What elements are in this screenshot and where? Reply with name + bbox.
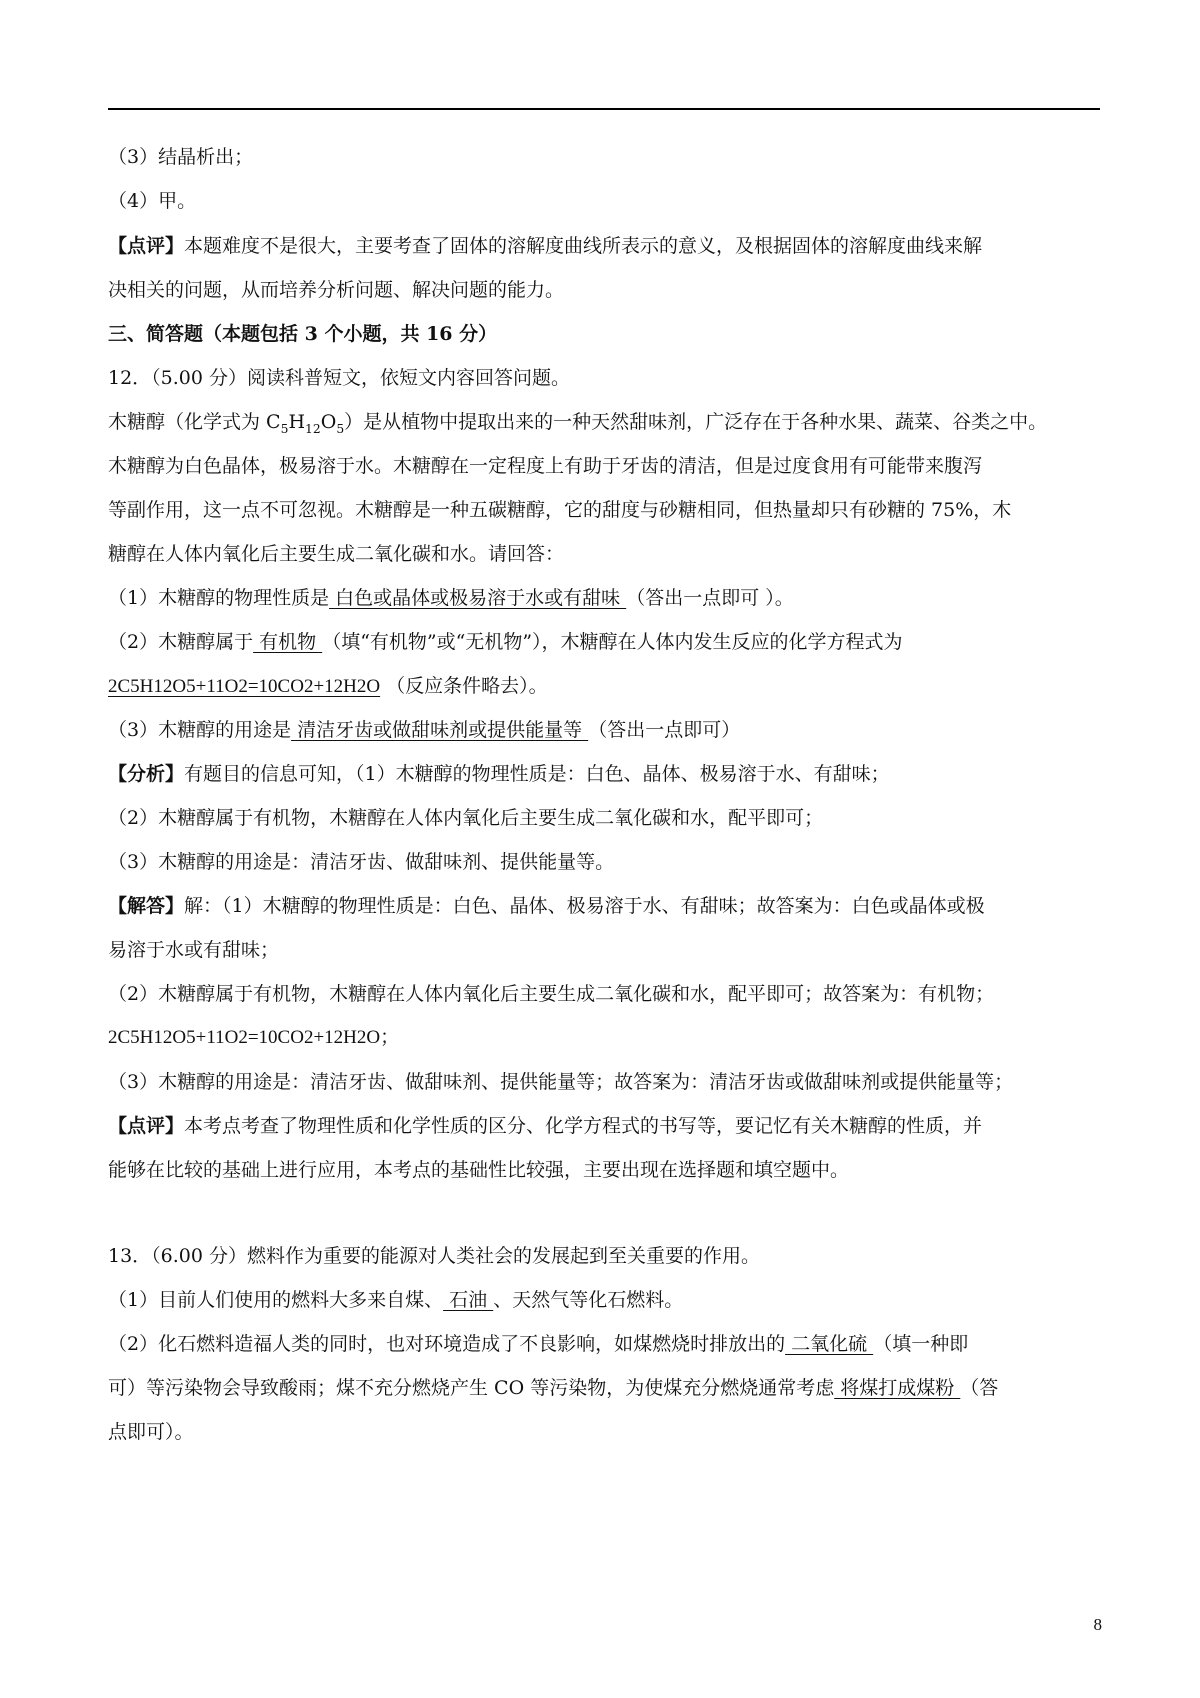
equation-answer: 2C5H12O5+11O2=10CO2+12H2O (108, 676, 381, 697)
page-number: 8 (1093, 1615, 1102, 1634)
answer-blank: 白色或晶体或极易溶于水或有甜味 (329, 587, 627, 609)
header-rule (108, 108, 1100, 110)
answer-blank: 二氧化硫 (785, 1333, 874, 1355)
solution-line-4: （3）木糖醇的用途是：清洁牙齿、做甜味剂、提供能量等；故答案为：清洁牙齿或做甜味剂或提供能量等； (108, 1071, 1014, 1093)
comment-paragraph: 【点评】本题难度不是很大，主要考查了固体的溶解度曲线所表示的意义，及根据固体的溶解度曲线来解 (108, 235, 983, 257)
solution-equation: 2C5H12O5+11O2=10CO2+12H2O； (108, 1027, 400, 1048)
answer-blank: 将煤打成煤粉 (834, 1377, 961, 1399)
passage-line-3: 等副作用，这一点不可忽视。木糖醇是一种五碳糖醇，它的甜度与砂糖相同，但热量却只有砂糖的 75%，木 (108, 499, 1012, 521)
q13-part-2-cont: 可）等污染物会导致酸雨；煤不充分燃烧产生 CO 等污染物，为使煤充分燃烧通常考虑 将煤打成煤粉 （答 (108, 1377, 999, 1399)
passage-line-1: 木糖醇（化学式为 $C_5H_{12}O_5$）是从植物中提取出来的一种天然甜味剂，广泛存在于各种水果、蔬菜、谷类之中。 (108, 411, 1048, 436)
question-13-title: 13．（6.00 分）燃料作为重要的能源对人类社会的发展起到至关重要的作用。 (108, 1245, 761, 1267)
q12-part-3: （3）木糖醇的用途是 清洁牙齿或做甜味剂或提供能量等 （答出一点即可） (108, 719, 741, 741)
analysis-line-2: （2）木糖醇属于有机物，木糖醇在人体内氧化后主要生成二氧化碳和水，配平即可； (108, 807, 824, 829)
passage-line-2: 木糖醇为白色晶体，极易溶于水。木糖醇在一定程度上有助于牙齿的清洁，但是过度食用有可能带来腹泻 (108, 455, 983, 477)
q12-part-1: （1）木糖醇的物理性质是 白色或晶体或极易溶于水或有甜味 （答出一点即可 ）。 (108, 587, 794, 609)
solution-line-2: 易溶于水或有甜味； (108, 939, 280, 961)
comment-2-line-2: 能够在比较的基础上进行应用，本考点的基础性比较强，主要出现在选择题和填空题中。 (108, 1159, 850, 1181)
q13-part-2-end: 点即可）。 (108, 1421, 194, 1443)
q12-equation: 2C5H12O5+11O2=10CO2+12H2O （反应条件略去）。 (108, 675, 548, 697)
solution-line-3: （2）木糖醇属于有机物，木糖醇在人体内氧化后主要生成二氧化碳和水，配平即可；故答案为：有机物； (108, 983, 995, 1005)
analysis-line-1: 【分析】有题目的信息可知，（1）木糖醇的物理性质是：白色、晶体、极易溶于水、有甜味； (108, 763, 890, 785)
question-12-title: 12．（5.00 分）阅读科普短文，依短文内容回答问题。 (108, 367, 571, 389)
answer-blank: 石油 (443, 1289, 494, 1311)
q12-part-2: （2）木糖醇属于 有机物 （填“有机物”或“无机物”），木糖醇在人体内发生反应的化学方程式为 (108, 631, 903, 653)
answer-blank: 清洁牙齿或做甜味剂或提供能量等 (291, 719, 589, 741)
q13-part-2: （2）化石燃料造福人类的同时，也对环境造成了不良影响，如煤燃烧时排放出的 二氧化硫 （填一种即 (108, 1333, 969, 1355)
comment-2-line-1: 【点评】本考点考查了物理性质和化学性质的区分、化学方程式的书写等，要记忆有关木糖醇的性质，并 (108, 1115, 983, 1137)
answer-line-3: （3）结晶析出； (108, 146, 254, 168)
answer-line-4: （4）甲。 (108, 190, 197, 212)
passage-line-4: 糖醇在人体内氧化后主要生成二氧化碳和水。请回答： (108, 543, 565, 565)
answer-blank: 有机物 (253, 631, 323, 653)
analysis-line-3: （3）木糖醇的用途是：清洁牙齿、做甜味剂、提供能量等。 (108, 851, 615, 873)
comment-paragraph-cont: 决相关的问题，从而培养分析问题、解决问题的能力。 (108, 279, 565, 301)
q13-part-1: （1）目前人们使用的燃料大多来自煤、 石油 、天然气等化石燃料。 (108, 1289, 684, 1311)
section-heading: 三、简答题（本题包括 3 个小题，共 16 分） (108, 323, 498, 345)
solution-line-1: 【解答】解：（1）木糖醇的物理性质是：白色、晶体、极易溶于水、有甜味；故答案为：白色或晶体或极 (108, 895, 985, 917)
